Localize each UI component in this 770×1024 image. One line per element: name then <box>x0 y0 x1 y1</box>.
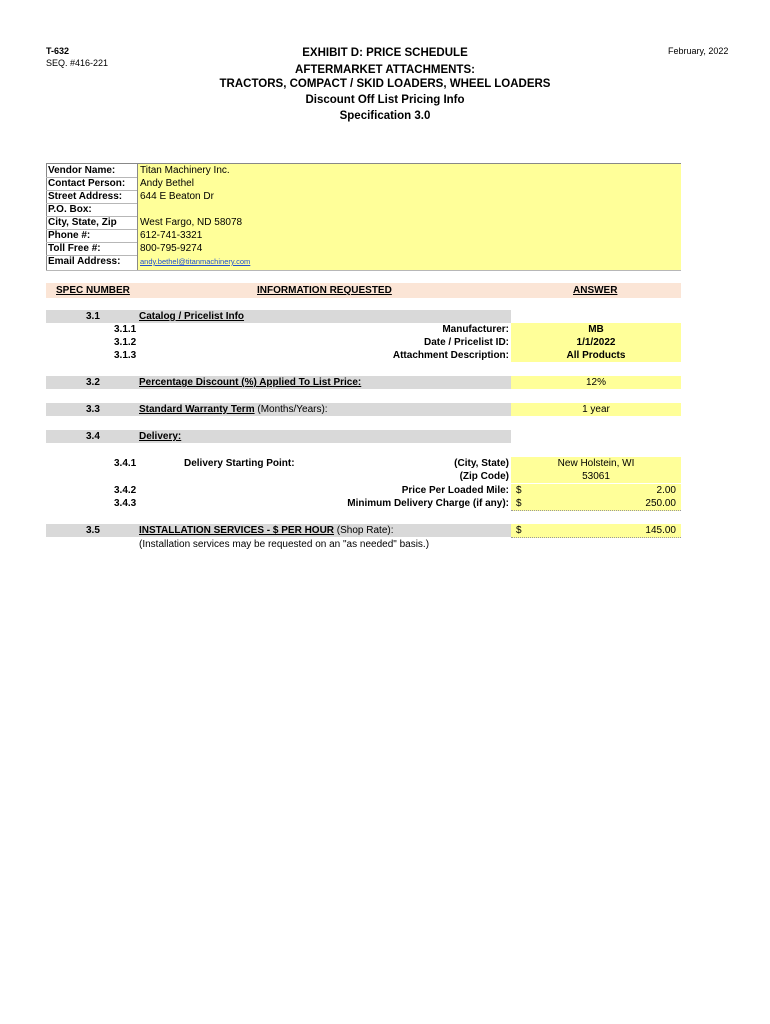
section-title <box>139 404 328 415</box>
phone-field[interactable]: 612-741-3321 <box>137 229 681 242</box>
price-per-mile-label: Price Per Loaded Mile: <box>401 485 509 496</box>
spec-number: 3.4.3 <box>114 498 137 509</box>
currency-symbol: $ <box>516 525 522 536</box>
email-field[interactable] <box>137 255 681 270</box>
min-delivery-label: Minimum Delivery Charge (if any): <box>347 498 509 509</box>
warranty-suffix: (Months/Years): <box>254 404 328 415</box>
vendor-label: Phone #: <box>48 230 91 241</box>
col-information-requested: INFORMATION REQUESTED <box>257 285 392 296</box>
delivery-zip-answer[interactable]: 53061 <box>511 470 681 483</box>
contact-person-field[interactable]: Andy Bethel <box>137 177 681 190</box>
discount-answer[interactable]: 12% <box>511 376 681 389</box>
col-spec-number: SPEC NUMBER <box>56 285 130 296</box>
header-date: February, 2022 <box>668 46 729 56</box>
col-answer: ANSWER <box>573 285 618 296</box>
po-box-field[interactable] <box>137 203 681 216</box>
spec-number: 3.1.2 <box>114 337 137 348</box>
spec-number: 3.4.1 <box>114 458 137 469</box>
currency-symbol: $ <box>516 485 522 496</box>
email-link[interactable]: andy.bethel@titanmachinery.com <box>140 257 251 266</box>
price-per-mile-field[interactable] <box>511 484 681 498</box>
vendor-row <box>46 255 681 271</box>
vendor-label: City, State, Zip <box>48 217 117 228</box>
pricelist-id-label: Date / Pricelist ID: <box>423 337 509 348</box>
vendor-name-field[interactable]: Titan Machinery Inc. <box>137 164 681 177</box>
installation-note: (Installation services may be requested on an "as needed" basis.) <box>139 539 430 550</box>
section-title: Percentage Discount (%) Applied To List Price: <box>139 377 362 388</box>
section-title <box>139 525 394 536</box>
title-line-5: Specification 3.0 <box>339 110 431 122</box>
currency-symbol: $ <box>516 498 522 509</box>
installation-title: INSTALLATION SERVICES - $ PER HOUR <box>139 525 335 536</box>
vendor-row <box>46 203 681 217</box>
spec-number: 3.4.2 <box>114 485 137 496</box>
title-line-2: AFTERMARKET ATTACHMENTS: <box>295 64 475 76</box>
spec-number: 3.1 <box>86 311 100 322</box>
title-line-4: Discount Off List Pricing Info <box>305 94 465 106</box>
toll-free-field[interactable]: 800-795-9274 <box>137 242 681 255</box>
vendor-label: Contact Person: <box>48 178 126 189</box>
vendor-row <box>46 164 681 178</box>
vendor-row <box>46 177 681 191</box>
spec-number: 3.4 <box>86 431 100 442</box>
vendor-row <box>46 190 681 204</box>
delivery-city-answer[interactable]: New Holstein, WI <box>511 457 681 471</box>
vendor-label: P.O. Box: <box>48 204 92 215</box>
installation-rate-field[interactable] <box>511 524 681 538</box>
vendor-row <box>46 229 681 243</box>
vendor-label: Vendor Name: <box>48 165 116 176</box>
vendor-label: Email Address: <box>48 256 121 267</box>
title-line-1: EXHIBIT D: PRICE SCHEDULE <box>302 47 468 59</box>
manufacturer-label: Manufacturer: <box>442 324 509 335</box>
form-id: T-632 <box>46 46 70 56</box>
title-line-3: TRACTORS, COMPACT / SKID LOADERS, WHEEL LOADERS <box>219 78 551 90</box>
warranty-title: Standard Warranty Term <box>139 404 255 415</box>
city-state-hint: (City, State) <box>454 458 509 469</box>
price-per-mile-answer: 2.00 <box>656 485 676 496</box>
section-band <box>46 430 511 443</box>
delivery-start-label: Delivery Starting Point: <box>184 458 295 469</box>
zip-code-hint: (Zip Code) <box>459 471 509 482</box>
attachment-description-label: Attachment Description: <box>392 350 509 361</box>
installation-suffix: (Shop Rate): <box>334 525 394 536</box>
vendor-row <box>46 242 681 256</box>
section-band <box>46 310 511 323</box>
warranty-answer[interactable]: 1 year <box>511 403 681 416</box>
attachment-description-answer[interactable]: All Products <box>511 349 681 362</box>
spec-number: 3.1.1 <box>114 324 137 335</box>
spec-number: 3.1.3 <box>114 350 137 361</box>
manufacturer-answer[interactable]: MB <box>511 323 681 336</box>
min-delivery-field[interactable] <box>511 497 681 511</box>
section-title: Catalog / Pricelist Info <box>139 311 245 322</box>
vendor-label: Toll Free #: <box>48 243 101 254</box>
section-title: Delivery: <box>139 431 182 442</box>
installation-rate-answer: 145.00 <box>645 525 676 536</box>
spec-number: 3.5 <box>86 525 100 536</box>
city-state-zip-field[interactable]: West Fargo, ND 58078 <box>137 216 681 229</box>
min-delivery-answer: 250.00 <box>645 498 676 509</box>
vendor-row <box>46 216 681 230</box>
spec-number: 3.3 <box>86 404 100 415</box>
seq-number: SEQ. #416-221 <box>46 58 109 68</box>
vendor-label: Street Address: <box>48 191 123 202</box>
pricelist-id-answer[interactable]: 1/1/2022 <box>511 336 681 349</box>
spec-number: 3.2 <box>86 377 100 388</box>
street-address-field[interactable]: 644 E Beaton Dr <box>137 190 681 203</box>
